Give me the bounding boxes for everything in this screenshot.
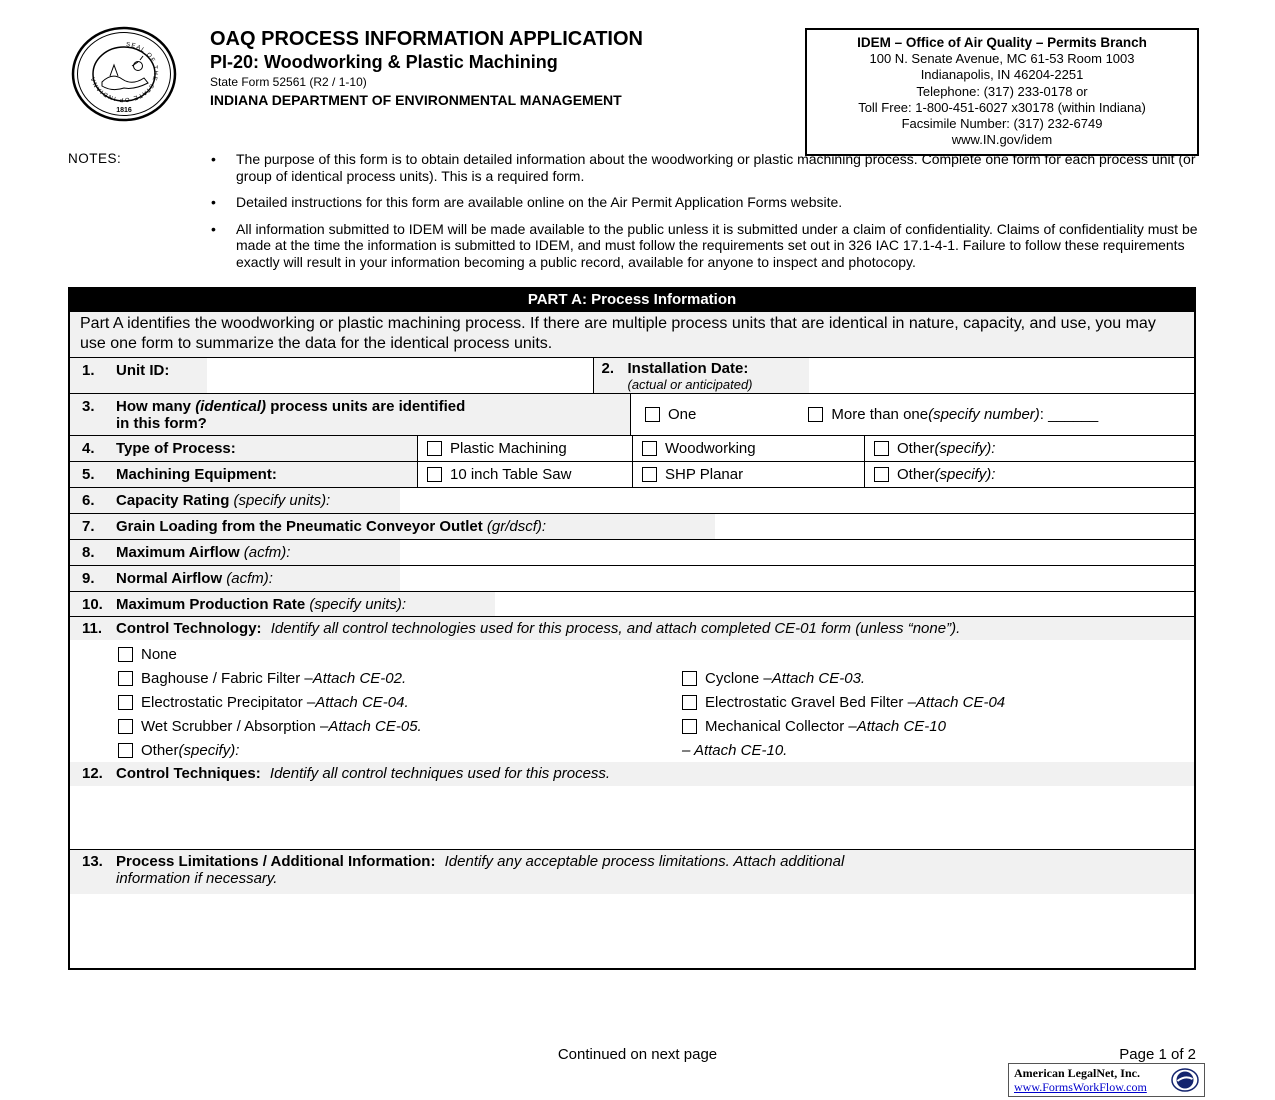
- q11-option-baghouse: [118, 670, 682, 687]
- q11-other-label: Other: [141, 741, 179, 759]
- question-6-row: [70, 488, 1194, 514]
- q9-units-label: (acfm):: [226, 570, 273, 587]
- q2-sublabel: (actual or anticipated): [627, 377, 753, 392]
- q3-one-label: One: [668, 406, 697, 423]
- q10-label-text: Maximum Production Rate: [116, 596, 310, 613]
- q3-option-one: [645, 406, 696, 423]
- part-a-intro: Part A identifies the woodworking or plastic machining process. If there are multiple process units that are identical in nature, capacity, and use, you may use one form to summarize the data for the identical process units.: [70, 312, 1194, 358]
- q3-label: [70, 394, 630, 435]
- q12-header: [70, 762, 1194, 786]
- q4-option-woodworking: [632, 436, 864, 461]
- q11-baghouse-checkbox[interactable]: [118, 671, 133, 686]
- q3-text: process units are identified: [266, 398, 466, 415]
- q2-label-text: Installation Date:: [627, 360, 749, 377]
- note-item: [211, 151, 1201, 184]
- q6-label-text: Capacity Rating: [116, 492, 234, 509]
- note-text: Detailed instructions for this form are available online on the Air Permit Application Forms website.: [236, 194, 843, 210]
- contact-city: Indianapolis, IN 46204-2251: [920, 67, 1084, 83]
- seal-year: 1816: [116, 107, 132, 114]
- q11-baghouse-label: Baghouse / Fabric Filter –: [141, 669, 313, 687]
- q11-gravel-bed-label: Electrostatic Gravel Bed Filter –: [705, 693, 916, 711]
- q11-wet-scrubber-checkbox[interactable]: [118, 719, 133, 734]
- q4-other-label: Other: [897, 440, 935, 457]
- note-item: [211, 194, 1201, 211]
- q4-woodworking-checkbox[interactable]: [642, 441, 657, 456]
- q11-attach-note: Attach CE-10: [856, 717, 946, 735]
- q12-instructions: Identify all control techniques used for this process.: [269, 765, 611, 782]
- q11-number: 11.: [82, 620, 103, 637]
- question-12-row: [70, 762, 1194, 850]
- q5-option-table-saw: [417, 462, 632, 487]
- q11-electrostatic-precipitator-checkbox[interactable]: [118, 695, 133, 710]
- q3-more-than-one-checkbox[interactable]: [808, 407, 823, 422]
- q13-instructions-line2: information if necessary.: [116, 870, 278, 887]
- seal-ring-text: SEAL OF THE STATE OF INDIANA: [90, 41, 159, 103]
- q8-label-text: Maximum Airflow: [116, 544, 244, 561]
- q11-mechanical-collector-label: Mechanical Collector –: [705, 717, 857, 735]
- contact-fax: Facsimile Number: (317) 232-6749: [901, 116, 1103, 132]
- q4-label: [70, 436, 417, 461]
- q3-number: 3.: [82, 398, 95, 415]
- q11-option-mechanical-collector: [682, 718, 946, 735]
- q11-header: [70, 617, 1194, 640]
- process-limitations-input[interactable]: [70, 894, 1194, 968]
- q11-option-other: [118, 742, 682, 759]
- q4-plastic-machining-checkbox[interactable]: [427, 441, 442, 456]
- q3-specify-number-label: (specify number): [928, 406, 1040, 423]
- note-text: All information submitted to IDEM will be made available to the public unless it is submitted under a claim of confidentiality. Claims of confidentiality must be made at the time the information is submitted to IDEM, and must follow the requirements set out in 326 IAC 17.1-4-1. Failure to follow these requirements exactly will result in your information becoming a public record, available for anyone to inspect and photocopy.: [236, 220, 1198, 270]
- q11-mechanical-collector-checkbox[interactable]: [682, 719, 697, 734]
- q11-attach-note: Attach CE-04.: [315, 693, 409, 711]
- q6-units-label: (specify units):: [233, 492, 331, 509]
- q7-label: [70, 514, 715, 539]
- q11-other-checkbox[interactable]: [118, 743, 133, 758]
- q11-option-cyclone: [682, 670, 865, 687]
- q12-label-text: Control Techniques:: [116, 765, 261, 782]
- max-production-rate-input[interactable]: [495, 592, 1194, 616]
- q11-cyclone-checkbox[interactable]: [682, 671, 697, 686]
- capacity-rating-input[interactable]: [400, 488, 1194, 513]
- legalnet-company: American LegalNet, Inc.: [1014, 1066, 1140, 1080]
- q6-label: [70, 488, 400, 513]
- q11-attach-note: – Attach CE-10.: [682, 741, 788, 759]
- q11-attach-note: Attach CE-04: [915, 693, 1006, 711]
- q11-attach-note: Attach CE-02.: [312, 669, 407, 687]
- q11-attach-note: Attach CE-03.: [771, 669, 866, 687]
- q11-attach-ce10-note: [682, 742, 787, 759]
- q8-units-label: (acfm):: [243, 544, 291, 561]
- q3-text: How many: [116, 398, 196, 415]
- question-9-row: [70, 566, 1194, 592]
- question-7-row: [70, 514, 1194, 540]
- q1-label: [70, 358, 207, 393]
- q11-option-gravel-bed: [682, 694, 1005, 711]
- normal-airflow-input[interactable]: [400, 566, 1194, 591]
- legalnet-badge: [1008, 1063, 1205, 1097]
- part-a-header: PART A: Process Information: [70, 289, 1194, 312]
- q4-option-plastic: [417, 436, 632, 461]
- formsworkflow-link[interactable]: www.FormsWorkFlow.com: [1014, 1080, 1147, 1094]
- q11-option-row: [118, 714, 1194, 738]
- q11-options: [70, 640, 1194, 762]
- q3-text-line2: in this form?: [116, 415, 207, 432]
- installation-date-input[interactable]: [809, 358, 1195, 393]
- question-11-row: [70, 617, 1194, 762]
- contact-website: www.IN.gov/idem: [951, 132, 1053, 148]
- q8-label: [70, 540, 400, 565]
- q3-option-more: [808, 406, 1098, 423]
- department-name: INDIANA DEPARTMENT OF ENVIRONMENTAL MANAGEMENT: [210, 91, 622, 108]
- q10-units-label: (specify units):: [309, 596, 407, 613]
- q7-number: 7.: [82, 518, 95, 535]
- question-5-row: [70, 462, 1194, 488]
- q11-none-checkbox[interactable]: [118, 647, 133, 662]
- q5-label-text: Machining Equipment:: [116, 466, 277, 483]
- legalnet-text: [1014, 1066, 1147, 1094]
- question-4-row: [70, 436, 1194, 462]
- q11-attach-note: Attach CE-05.: [328, 717, 422, 735]
- bullet-icon: •: [211, 151, 216, 167]
- q9-label: [70, 566, 400, 591]
- header-title-block: [210, 28, 643, 108]
- q5-other-specify-label: (specify):: [934, 466, 996, 483]
- q5-number: 5.: [82, 466, 95, 483]
- q7-units-label: (gr/dscf):: [486, 518, 547, 535]
- q11-cyclone-label: Cyclone –: [705, 669, 772, 687]
- q13-header: [70, 850, 1194, 894]
- q4-other-specify-label: (specify):: [934, 440, 996, 457]
- indiana-state-seal-logo: [70, 26, 178, 122]
- part-a-table: [68, 287, 1196, 970]
- q12-number: 12.: [82, 765, 103, 782]
- max-airflow-input[interactable]: [400, 540, 1194, 565]
- control-techniques-input[interactable]: [70, 786, 1194, 849]
- question-8-row: [70, 540, 1194, 566]
- q8-number: 8.: [82, 544, 95, 561]
- q11-none-label: None: [141, 645, 177, 663]
- bullet-icon: •: [211, 220, 216, 237]
- q13-label-text: Process Limitations / Additional Information:: [116, 853, 436, 870]
- question-13-row: [70, 850, 1194, 968]
- q4-other-checkbox[interactable]: [874, 441, 889, 456]
- q6-number: 6.: [82, 492, 95, 509]
- q11-option-row: [118, 738, 1194, 762]
- q5-shp-planar-checkbox[interactable]: [642, 467, 657, 482]
- state-form-number: State Form 52561 (R2 / 1-10): [210, 75, 367, 90]
- note-text: The purpose of this form is to obtain detailed information about the woodworking or plastic machining process. Complete one form for each process unit (or group of identical process units). This is a required form.: [236, 151, 1196, 184]
- specify-number-blank[interactable]: : ______: [1039, 406, 1099, 423]
- note-item: [211, 221, 1201, 271]
- q11-esp-label: Electrostatic Precipitator –: [141, 693, 316, 711]
- q4-option-other: [864, 436, 1194, 461]
- continued-note: Continued on next page: [557, 1046, 718, 1063]
- contact-telephone: Telephone: (317) 233-0178 or: [916, 83, 1088, 99]
- bullet-icon: •: [211, 194, 216, 210]
- q5-other-checkbox[interactable]: [874, 467, 889, 482]
- q4-number: 4.: [82, 440, 95, 457]
- q1-label-text: Unit ID:: [116, 362, 170, 379]
- contact-street: 100 N. Senate Avenue, MC 61-53 Room 1003: [869, 51, 1135, 67]
- q11-option-wet-scrubber: [118, 718, 682, 735]
- q9-label-text: Normal Airflow: [116, 570, 227, 587]
- unit-id-input[interactable]: [207, 358, 593, 393]
- q3-options: [630, 394, 1194, 435]
- q5-option-shp-planar: [632, 462, 864, 487]
- q5-option-other: [864, 462, 1194, 487]
- q11-option-row: [118, 690, 1194, 714]
- q5-table-saw-checkbox[interactable]: [427, 467, 442, 482]
- q7-label-text: Grain Loading from the Pneumatic Conveyor Outlet: [116, 518, 487, 535]
- q11-option-none: [118, 646, 682, 663]
- form-subtitle: PI-20: Woodworking & Plastic Machining: [210, 52, 558, 73]
- q11-label-text: Control Technology:: [116, 620, 262, 637]
- q5-shp-planar-label: SHP Planar: [665, 466, 744, 483]
- q11-wet-scrubber-label: Wet Scrubber / Absorption –: [141, 717, 329, 735]
- page-number: Page 1 of 2: [1119, 1046, 1196, 1063]
- q5-table-saw-label: 10 inch Table Saw: [450, 466, 572, 483]
- q9-number: 9.: [82, 570, 95, 587]
- q5-other-label: Other: [897, 466, 935, 483]
- idem-contact-box: [805, 28, 1199, 156]
- form-title: OAQ PROCESS INFORMATION APPLICATION: [210, 28, 643, 50]
- q4-plastic-label: Plastic Machining: [450, 440, 567, 457]
- q3-more-label: More than one: [831, 406, 929, 423]
- q1-number: 1.: [82, 362, 95, 379]
- q2-number: 2.: [601, 360, 615, 377]
- contact-office: IDEM – Office of Air Quality – Permits Branch: [857, 35, 1147, 50]
- question-10-row: [70, 592, 1194, 617]
- legalnet-globe-icon: [1171, 1067, 1199, 1093]
- q10-label: [70, 592, 495, 616]
- q4-woodworking-label: Woodworking: [665, 440, 756, 457]
- q3-one-checkbox[interactable]: [645, 407, 660, 422]
- q2-label: [593, 358, 809, 393]
- q5-label: [70, 462, 417, 487]
- contact-tollfree: Toll Free: 1-800-451-6027 x30178 (within Indiana): [858, 99, 1146, 115]
- notes-list: [211, 151, 1201, 280]
- q11-option-row: [118, 642, 1194, 666]
- q13-instructions: Identify any acceptable process limitations. Attach additional: [444, 853, 845, 870]
- q11-option-row: [118, 666, 1194, 690]
- notes-label: NOTES:: [68, 151, 122, 166]
- question-1-2-row: [70, 358, 1194, 394]
- q4-label-text: Type of Process:: [116, 440, 236, 457]
- q10-number: 10.: [82, 596, 103, 613]
- q11-other-specify-label: (specify):: [178, 741, 240, 759]
- q3-text-identical: (identical): [195, 398, 267, 415]
- q13-number: 13.: [82, 853, 103, 870]
- q11-gravel-bed-filter-checkbox[interactable]: [682, 695, 697, 710]
- q11-option-esp: [118, 694, 682, 711]
- question-3-row: [70, 394, 1194, 436]
- grain-loading-input[interactable]: [715, 514, 1194, 539]
- q3-label-text: [116, 398, 465, 435]
- q11-instructions: Identify all control technologies used for this process, and attach completed CE-01 form (unless “none”).: [270, 620, 961, 637]
